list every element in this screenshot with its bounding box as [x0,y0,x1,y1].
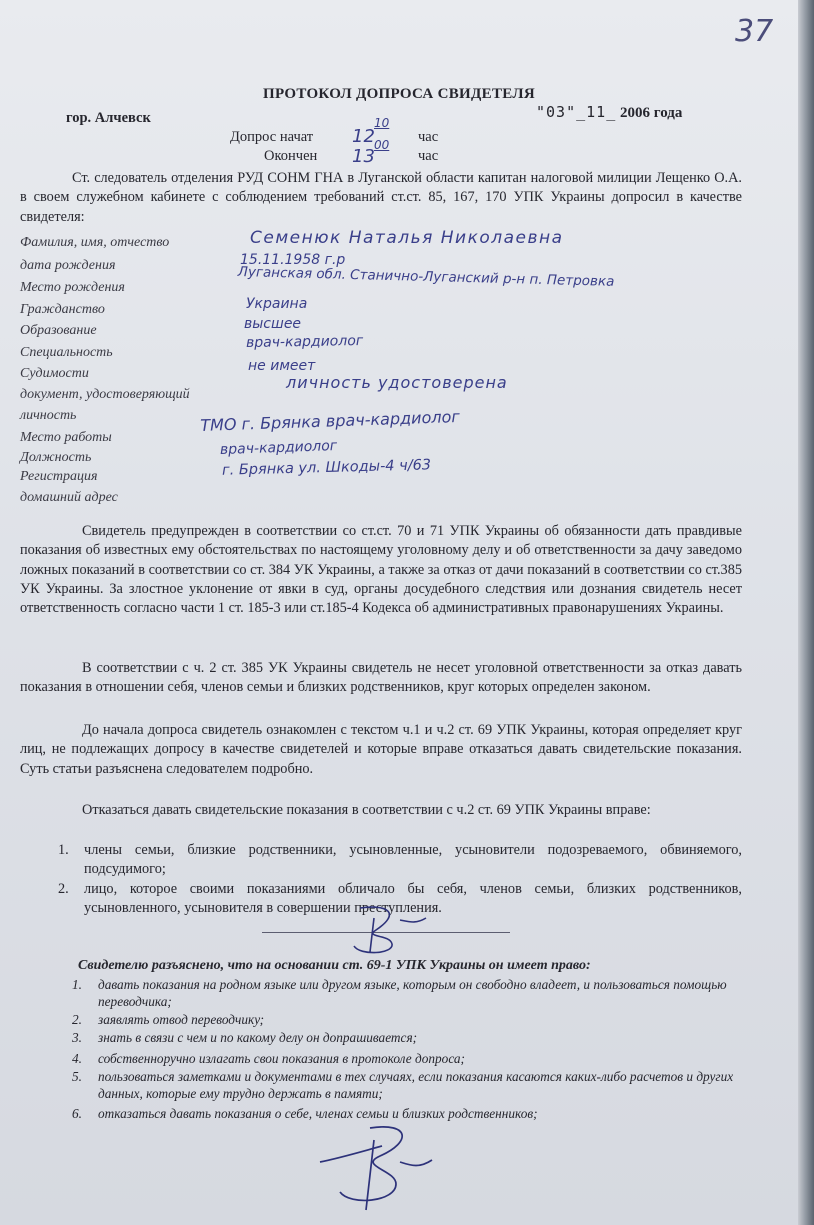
rights-item: 3. знать в связи с чем и по какому делу он допрашивается; [72,1030,418,1045]
list-number: 2. [72,1012,82,1027]
refusal-intro-paragraph: Отказаться давать свидетельские показания в соответствии с ч.2 ст. 69 УПК Украины вправе: [82,802,651,818]
field-value-name: Семенюк Наталья Николаевна [250,228,564,248]
field-value-convictions: не имеет [248,358,316,374]
intro-paragraph: Ст. следователь отделения РУД СОНМ ГНА в Луганской области капитан налоговой милиции Лещенко О.А. в своем служебном кабинете с соблюдением требований ст.ст. 85, 167, 170 УПК Украины допросил в качестве свидетеля: [20,170,742,225]
field-label-registration: Регистрация [20,469,98,484]
page-number: 37 [735,14,774,49]
list-number: 2. [58,881,69,897]
date-handwritten: "03"_11_ [536,103,617,121]
list-number: 1. [58,842,69,858]
field-label-position: Должность [20,450,92,465]
document-date [536,103,682,122]
page-edge [798,0,814,1225]
rights-item: 4. собственноручно излагать свои показания в протоколе допроса; [72,1051,465,1066]
start-unit: час [418,129,439,145]
field-value-position: врач-кардиолог [219,437,338,459]
field-label-identity: личность [20,408,77,423]
field-label-citizenship: Гражданство [20,302,105,317]
list-number: 5. [72,1069,82,1084]
rights-item: 6. отказаться давать показания о себе, членах семьи и близких родственников; [72,1106,538,1121]
field-value-citizenship: Украина [246,296,308,312]
start-label: Допрос начат [230,129,314,145]
end-minutes: 00 [374,138,390,152]
signature [330,900,440,960]
field-label-convictions: Судимости [20,366,89,381]
field-value-education: высшее [244,316,302,332]
list-number: 3. [72,1030,82,1045]
field-value-birthdate: 15.11.1958 г.р [240,252,346,268]
rights-item: 2. заявлять отвод переводчику; [72,1012,265,1027]
field-value-birthplace: Луганская обл. Станично-Луганский р-н п. Петровка [237,264,615,290]
article-69-paragraph: До начала допроса свидетель ознакомлен с текстом ч.1 и ч.2 ст. 69 УПК Украины, которая определяет круг лиц, не подлежащих допросу в качестве свидетелей и которые вправе отказаться давать свидетельские показания. Суть статьи разъяснена следователем подробно. [20,722,742,777]
warning-paragraph: Свидетель предупрежден в соответствии со ст.ст. 70 и 71 УПК Украины об обязанности дать правдивые показания об известных ему обстоятельствах по настоящему уголовному делу и об ответственности за дачу заведомо ложных показаний в соответствии со ст. 384 УК Украины, а также за отказ от дачи показаний в соответствии со ст.385 УК Украины. За злостное уклонение от явки в суд, органы досудебного следствия или дознания свидетель несет ответственность согласно части 1 ст. 185-3 или ст.185-4 Кодекса об административных правонарушениях Украины. [20,523,742,617]
list-number: 6. [72,1106,82,1121]
field-value-specialty: врач-кардиолог [245,332,364,352]
field-label-specialty: Специальность [20,345,113,360]
document-title: ПРОТОКОЛ ДОПРОСА СВИДЕТЕЛЯ [263,86,535,102]
start-minutes: 10 [374,116,390,130]
rights-item: 5. пользоваться заметками и документами в тех случаях, если показания касаются каких-либо расчетов и других данных, которые ему трудно держать в памяти; [72,1069,734,1101]
field-label-birthplace: Место рождения [20,280,125,295]
end-label: Окончен [264,148,318,164]
field-value-registration: г. Брянка ул. Шкоды-4 ч/63 [221,457,432,479]
signature [300,1122,440,1217]
field-value-workplace: ТМО г. Брянка врач-кардиолог [200,406,461,435]
rights-title: Свидетелю разъяснено, что на основании ст. 69-1 УПК Украины он имеет право: [78,958,591,973]
field-label-name: Фамилия, имя, отчество [20,235,170,250]
end-hour: 13 [352,146,375,167]
field-value-id-document: личность удостоверена [286,373,508,392]
field-label-home-address: домашний адрес [20,490,118,505]
list-number: 4. [72,1051,82,1066]
start-hour: 12 [352,126,375,147]
refusal-list-item: 2. лицо, которое своими показаниями обличало бы себя, членов семьи, близких родственников, усыновленного, усыновителя в совершении преступления. [58,881,742,917]
city: гор. Алчевск [66,110,151,126]
article-385-paragraph: В соответствии с ч. 2 ст. 385 УК Украины свидетель не несет уголовной ответственности за отказ давать показания в отношении себя, членов семьи и близких родственников, круг которых определен законом. [20,660,742,696]
field-label-id-document: документ, удостоверяющий [20,387,190,402]
rights-item: 1. давать показания на родном языке или другом языке, которым он свободно владеет, и пользоваться помощью переводчика; [72,977,727,1009]
field-label-education: Образование [20,323,97,338]
field-label-workplace: Место работы [20,430,112,445]
refusal-list-item: 1. члены семьи, близкие родственники, усыновленные, усыновители подозреваемого, обвиняемого, подсудимого; [58,842,742,878]
date-year: 2006 года [620,105,683,121]
field-label-birthdate: дата рождения [20,258,116,273]
end-unit: час [418,148,439,164]
list-number: 1. [72,977,82,992]
